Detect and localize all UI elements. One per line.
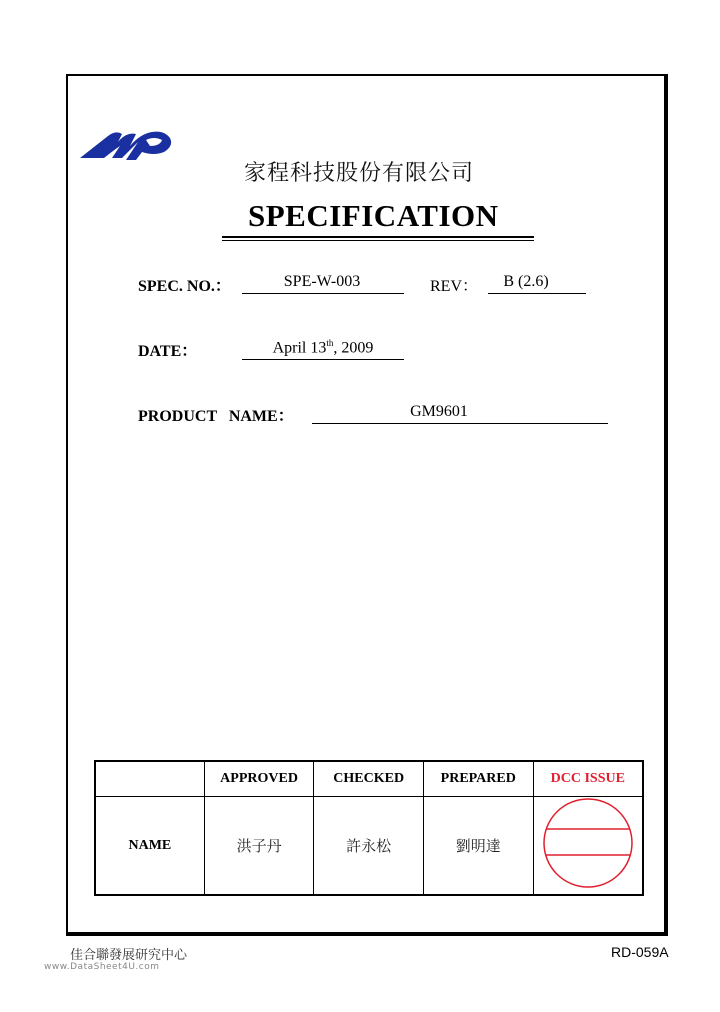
title-underline-thin xyxy=(222,240,534,241)
product-name-underline xyxy=(312,423,608,424)
prepared-header: PREPARED xyxy=(423,761,533,797)
rev-underline xyxy=(488,293,586,294)
footer-watermark-url: www.DataSheet4U.com xyxy=(44,962,160,972)
company-name: 家程科技股份有限公司 xyxy=(244,161,475,186)
product-name-value: GM9601 xyxy=(410,403,468,420)
checked-header: CHECKED xyxy=(314,761,424,797)
rev-value: B (2.6) xyxy=(503,273,549,290)
rev-label: REV： xyxy=(430,278,479,295)
dcc-issue-header: DCC ISSUE xyxy=(533,761,643,797)
signoff-corner-cell xyxy=(95,761,204,797)
date-suffix: , 2009 xyxy=(333,339,374,357)
signoff-name-row xyxy=(95,797,643,896)
date-underline xyxy=(242,359,404,360)
date-label: DATE： xyxy=(138,343,198,360)
dcc-stamp-icon xyxy=(538,797,638,889)
signoff-table xyxy=(94,760,644,896)
date-value xyxy=(242,338,404,357)
approved-header: APPROVED xyxy=(204,761,314,797)
footer-org-name: 佳合聯發展研究中心 xyxy=(70,948,188,963)
document-title: SPECIFICATION xyxy=(248,198,499,233)
title-underline xyxy=(222,236,534,238)
spec-no-label: SPEC. NO.： xyxy=(138,278,231,295)
approved-signature: 洪子丹 xyxy=(204,797,314,896)
spec-no-underline xyxy=(242,293,404,294)
footer-form-code: RD-059A xyxy=(611,944,669,960)
date-prefix: April 13 xyxy=(272,339,327,357)
spec-no-value: SPE-W-003 xyxy=(283,273,361,290)
dcc-stamp-cell xyxy=(533,797,643,896)
prepared-signature: 劉明達 xyxy=(423,797,533,896)
date-superscript: th xyxy=(326,338,334,348)
checked-signature: 許永松 xyxy=(314,797,424,896)
product-name-label: PRODUCT NAME： xyxy=(138,408,294,425)
name-row-label: NAME xyxy=(95,797,204,896)
mp-logo-icon xyxy=(78,122,180,160)
signoff-header-row xyxy=(95,761,643,797)
